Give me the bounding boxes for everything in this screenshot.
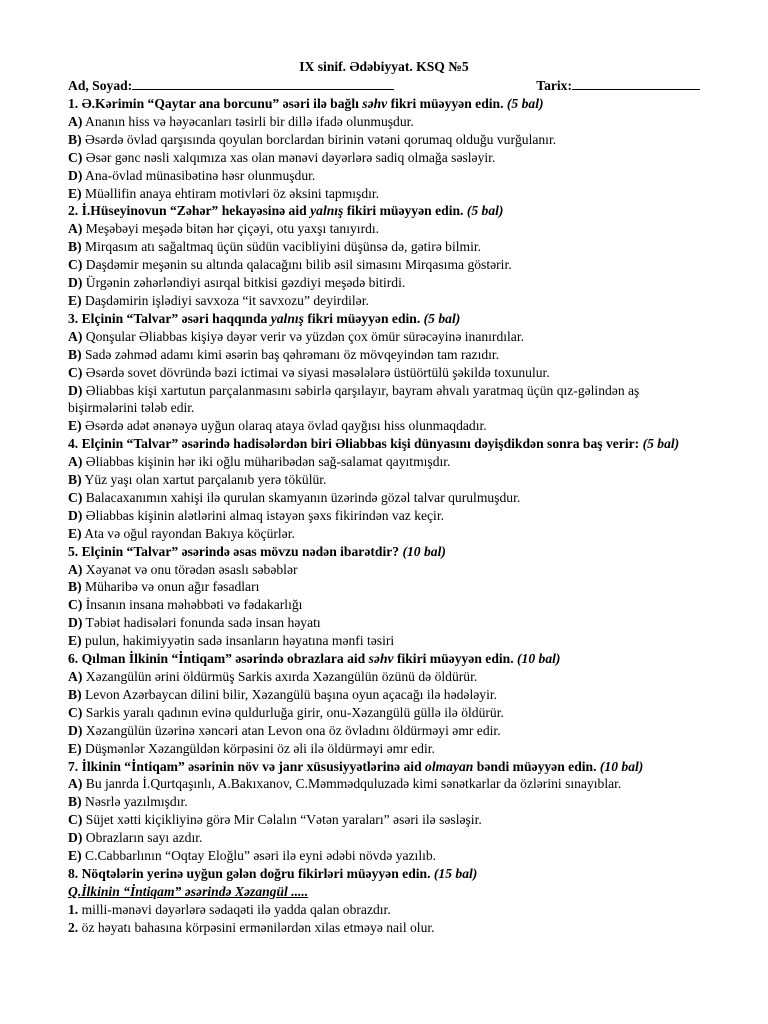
answer-option[interactable] [68, 740, 700, 758]
option-text: Əsər gənc nəsli xalqımıza xas olan mənəvi dəyərlərə sadiq olmağa səsləyir. [85, 149, 496, 165]
question-list [68, 95, 700, 937]
question-text: İlkinin “İntiqam” əsərinin növ və janr xüsusiyyətlərinə aid [81, 758, 426, 774]
answer-option[interactable] [68, 614, 700, 632]
option-letter: E) [68, 185, 82, 201]
question-emphasis: yalnış [310, 203, 344, 219]
question-number: 3. [68, 310, 79, 326]
option-letter: E) [68, 633, 82, 649]
option-letter: B) [68, 794, 82, 810]
question-text: Nöqtələrin yerinə uyğun gələn doğru fikirləri müəyyən edin. [81, 865, 434, 881]
answer-option[interactable] [68, 256, 700, 274]
option-letter: D) [68, 275, 83, 291]
option-text: Təbiət hadisələri fonunda sadə insan həyatı [85, 615, 321, 631]
answer-option[interactable] [68, 596, 700, 614]
question-text-end: fikiri müəyyən edin. [343, 203, 467, 219]
option-letter: A) [68, 561, 83, 577]
answer-option[interactable] [68, 149, 700, 167]
answer-option[interactable] [68, 453, 700, 471]
answer-option[interactable] [68, 686, 700, 704]
option-text: milli-mənəvi dəyərlərə sədaqəti ilə yadda qalan obrazdır. [81, 901, 391, 917]
name-field[interactable] [68, 76, 394, 95]
date-label: Tarix: [536, 78, 572, 93]
option-letter: E) [68, 740, 82, 756]
option-text: Levon Azərbaycan dilini bilir, Xəzangülü başına oyun açacağı ilə hədələyir. [85, 686, 498, 702]
option-text: Yüz yaşı olan xartut parçalanıb yerə tökülür. [84, 472, 327, 488]
option-text: Əsərdə övlad qarşısında qoyulan borclardan birinin vətəni qorumaq olduğu vurğulanır. [85, 131, 557, 147]
name-label: Ad, Soyad: [68, 78, 133, 93]
question-text-end: fikri müəyyən edin. [387, 96, 507, 111]
header-fields [68, 76, 700, 95]
option-text: Ananın hiss və həyəcanları təsirli bir dillə ifadə olunmuşdur. [85, 113, 414, 129]
option-letter: E) [68, 292, 82, 308]
question-score: (5 bal) [642, 436, 680, 452]
option-text: Ata və oğul rayondan Bakıya köçürlər. [84, 525, 295, 541]
question-heading [68, 650, 700, 668]
question-number: 1. [68, 96, 79, 111]
option-letter: D) [68, 507, 83, 523]
option-letter: D) [68, 615, 83, 631]
option-letter: D) [68, 167, 83, 183]
option-text: Müharibə və onun ağır fəsadları [85, 579, 260, 595]
option-text: Ana-övlad münasibətinə həsr olunmuşdur. [85, 167, 316, 183]
answer-option[interactable] [68, 561, 700, 579]
option-letter: A) [68, 328, 83, 344]
question-text: Qılman İlkinin “İntiqam” əsərində obrazlara aid [81, 651, 369, 667]
option-letter: A) [68, 221, 83, 237]
option-letter: C) [68, 149, 83, 165]
answer-option[interactable] [68, 417, 700, 435]
option-letter: C) [68, 364, 83, 380]
answer-option[interactable] [68, 811, 700, 829]
option-text: Əsərdə adət ənənəyə uyğun olaraq ataya övlad qayğısı hiss olunmaqdadır. [85, 418, 487, 434]
question-score: (5 bal) [466, 203, 504, 219]
answer-option[interactable] [68, 578, 700, 596]
option-letter: C) [68, 597, 83, 613]
option-text: Xəzangülün üzərinə xəncəri atan Levon ona öz övladını öldürməyi əmr edir. [85, 722, 501, 738]
question-heading [68, 435, 700, 453]
option-text: Balacaxanımın xahişi ilə qurulan skamyanın üzərində gözəl talvar qurulmuşdur. [85, 489, 521, 505]
question-score: (10 bal) [517, 651, 561, 667]
question-text: Ə.Kərimin “Qaytar ana borcunu” əsəri ilə bağlı [81, 96, 363, 111]
question-text: Elçinin “Talvar” əsərində hadisələrdən biri Əliabbas kişi dünyasını dəyişdikdən sonra baş verir: [81, 436, 643, 452]
option-letter: B) [68, 346, 82, 362]
option-letter: 1. [68, 901, 79, 917]
option-text: pulun, hakimiyyətin sadə insanların həyatına mənfi təsiri [85, 633, 395, 649]
option-letter: C) [68, 704, 83, 720]
option-letter: E) [68, 525, 82, 541]
answer-option[interactable] [68, 704, 700, 722]
answer-option[interactable] [68, 668, 700, 686]
option-letter: A) [68, 776, 83, 792]
answer-option[interactable] [68, 489, 700, 507]
option-letter: A) [68, 669, 83, 684]
option-text: Ürgənin zəhərləndiyi asırqal bitkisi gəzdiyi meşədə bitirdi. [85, 275, 406, 291]
option-letter: E) [68, 418, 82, 434]
answer-option[interactable] [68, 167, 700, 185]
name-blank[interactable] [132, 76, 394, 90]
option-letter: A) [68, 113, 83, 129]
answer-option[interactable] [68, 525, 700, 543]
question-score: (15 bal) [433, 865, 478, 881]
question-emphasis: olmayan [425, 758, 474, 774]
option-text: Əsərdə sovet dövründə bəzi ictimai və siyasi məsələlərə üstüörtülü şəkildə toxunulur. [85, 364, 550, 380]
option-text: Daşdəmir meşənin su altında qalacağını bilib əsil simasını Mirqasıma göstərir. [85, 257, 512, 273]
option-text: Qonşular Əliabbas kişiyə dəyər verir və yüzdən çox ömür sürəcəyinə inanırdılar. [85, 328, 525, 344]
answer-option[interactable] [68, 632, 700, 650]
option-letter: 2. [68, 919, 79, 935]
option-text: Mirqasım atı sağaltmaq üçün südün vacibliyini düşünsə də, gətirə bilmir. [85, 239, 482, 255]
answer-option[interactable] [68, 346, 700, 364]
question-number: 4. [68, 436, 79, 452]
answer-option[interactable] [68, 238, 700, 256]
date-blank[interactable] [572, 76, 700, 90]
option-letter: C) [68, 257, 83, 273]
option-letter: B) [68, 131, 82, 147]
option-text: Daşdəmirin işlədiyi savxoza “it savxozu” deyirdilər. [85, 292, 369, 308]
option-text: Əliabbas kişinin hər iki oğlu müharibədən sağ-salamat qayıtmışdır. [85, 454, 451, 470]
answer-option[interactable] [68, 919, 700, 937]
option-text: Əliabbas kişi xartutun parçalanmasını səbirlə qarşılayır, bayram əhvalı yaratmaq üçün qız-gəlindən aş bişirmələrini tələb edir. [68, 382, 640, 416]
answer-option[interactable] [68, 901, 700, 919]
question-heading [68, 543, 700, 561]
question-heading [68, 95, 700, 113]
question-text-end: fikiri müəyyən edin. [393, 651, 518, 667]
option-letter: B) [68, 686, 82, 702]
answer-option[interactable] [68, 131, 700, 149]
question-text-end: bəndi müəyyən edin. [473, 758, 600, 774]
option-letter: D) [68, 382, 83, 398]
option-text: Xəyanət və onu törədən əsaslı səbəblər [85, 561, 298, 577]
option-text: Xəzangülün ərini öldürmüş Sarkis axırda Xəzangülün özünü də öldürür. [85, 669, 478, 684]
question-score: (10 bal) [402, 543, 446, 559]
answer-option[interactable] [68, 364, 700, 382]
option-text: C.Cabbarlının “Oqtay Eloğlu” əsəri ilə eyni ədəbi növdə yazılıb. [85, 848, 437, 864]
question-text: Elçinin “Talvar” əsərində əsas mövzu nədən ibarətdir? [81, 543, 403, 559]
question-heading [68, 310, 700, 328]
answer-option[interactable] [68, 328, 700, 346]
date-field[interactable] [536, 76, 700, 95]
option-letter: D) [68, 830, 83, 846]
answer-option[interactable] [68, 507, 700, 525]
question-number: 8. [68, 865, 79, 881]
question-number: 2. [68, 203, 79, 219]
answer-option[interactable] [68, 274, 700, 292]
question-score: (5 bal) [423, 310, 461, 326]
option-text: Meşəbəyi meşədə bitən hər çiçəyi, otu yaxşı tanıyırdı. [85, 221, 380, 237]
option-letter: B) [68, 579, 82, 595]
answer-option[interactable] [68, 829, 700, 847]
question-subheading: Q.İlkinin “İntiqam” əsərində Xəzangül ..... [68, 883, 309, 899]
option-text: Sarkis yaralı qadının evinə quldurluğa girir, onu-Xəzangülü güllə ilə öldürür. [85, 704, 504, 720]
question-score: (5 bal) [506, 96, 544, 111]
option-text: İnsanın insana məhəbbəti və fədakarlığı [85, 597, 303, 613]
option-letter: A) [68, 454, 83, 470]
question-text-end: fikri müəyyən edin. [303, 310, 424, 326]
answer-option[interactable] [68, 220, 700, 238]
question-heading [68, 865, 700, 883]
option-text: Düşmənlər Xəzangüldən körpəsini öz əli ilə öldürməyi əmr edir. [85, 740, 435, 756]
option-letter: B) [68, 472, 82, 488]
option-text: Süjet xətti kiçikliyinə görə Mir Cəlalın “Vətən yaraları” əsəri ilə səsləşir. [85, 812, 482, 828]
option-letter: D) [68, 722, 83, 738]
question-heading [68, 758, 700, 776]
question-text: Elçinin “Talvar” əsəri haqqında [81, 310, 271, 326]
question-emphasis: yalnış [270, 310, 304, 326]
option-letter: E) [68, 848, 82, 864]
question-emphasis: səhv [362, 96, 388, 111]
answer-option[interactable] [68, 775, 700, 793]
answer-option[interactable] [68, 793, 700, 811]
worksheet-title: IX sinif. Ədəbiyyat. KSQ №5 [299, 59, 469, 74]
answer-option[interactable] [68, 382, 700, 418]
option-text: Sadə zəhməd adamı kimi əsərin baş qəhrəmanı öz mövqeyindən tam razıdır. [85, 346, 500, 362]
option-letter: C) [68, 812, 83, 828]
question-number: 5. [68, 543, 79, 559]
option-text: Bu janrda İ.Qurtqaşınlı, A.Bakıxanov, C.Məmmədquluzadə kimi sənətkarlar da özlərini sınayıblar. [85, 776, 622, 792]
option-text: Nəsrlə yazılmışdır. [85, 794, 188, 810]
option-letter: B) [68, 239, 82, 255]
question-heading [68, 202, 700, 220]
question-emphasis: səhv [368, 651, 394, 667]
question-number: 7. [68, 758, 79, 774]
answer-option[interactable] [68, 722, 700, 740]
answer-option[interactable] [68, 113, 700, 131]
answer-option[interactable] [68, 471, 700, 489]
question-text: İ.Hüseyinovun “Zəhər” hekayəsinə aid [81, 203, 311, 219]
option-text: Əliabbas kişinin alətlərini almaq istəyən şəxs fikirindən vaz keçir. [85, 507, 445, 523]
question-score: (10 bal) [599, 758, 644, 774]
answer-option[interactable] [68, 847, 700, 865]
question-number: 6. [68, 651, 79, 667]
answer-option[interactable] [68, 185, 700, 203]
option-text: Müəllifin anaya ehtiram motivləri öz əksini tapmışdır. [85, 185, 380, 201]
option-letter: C) [68, 489, 83, 505]
option-text: Obrazların sayı azdır. [85, 830, 203, 846]
answer-option[interactable] [68, 292, 700, 310]
option-text: öz həyatı bahasına körpəsini ermənilərdən xilas etməyə nail olur. [81, 919, 435, 935]
